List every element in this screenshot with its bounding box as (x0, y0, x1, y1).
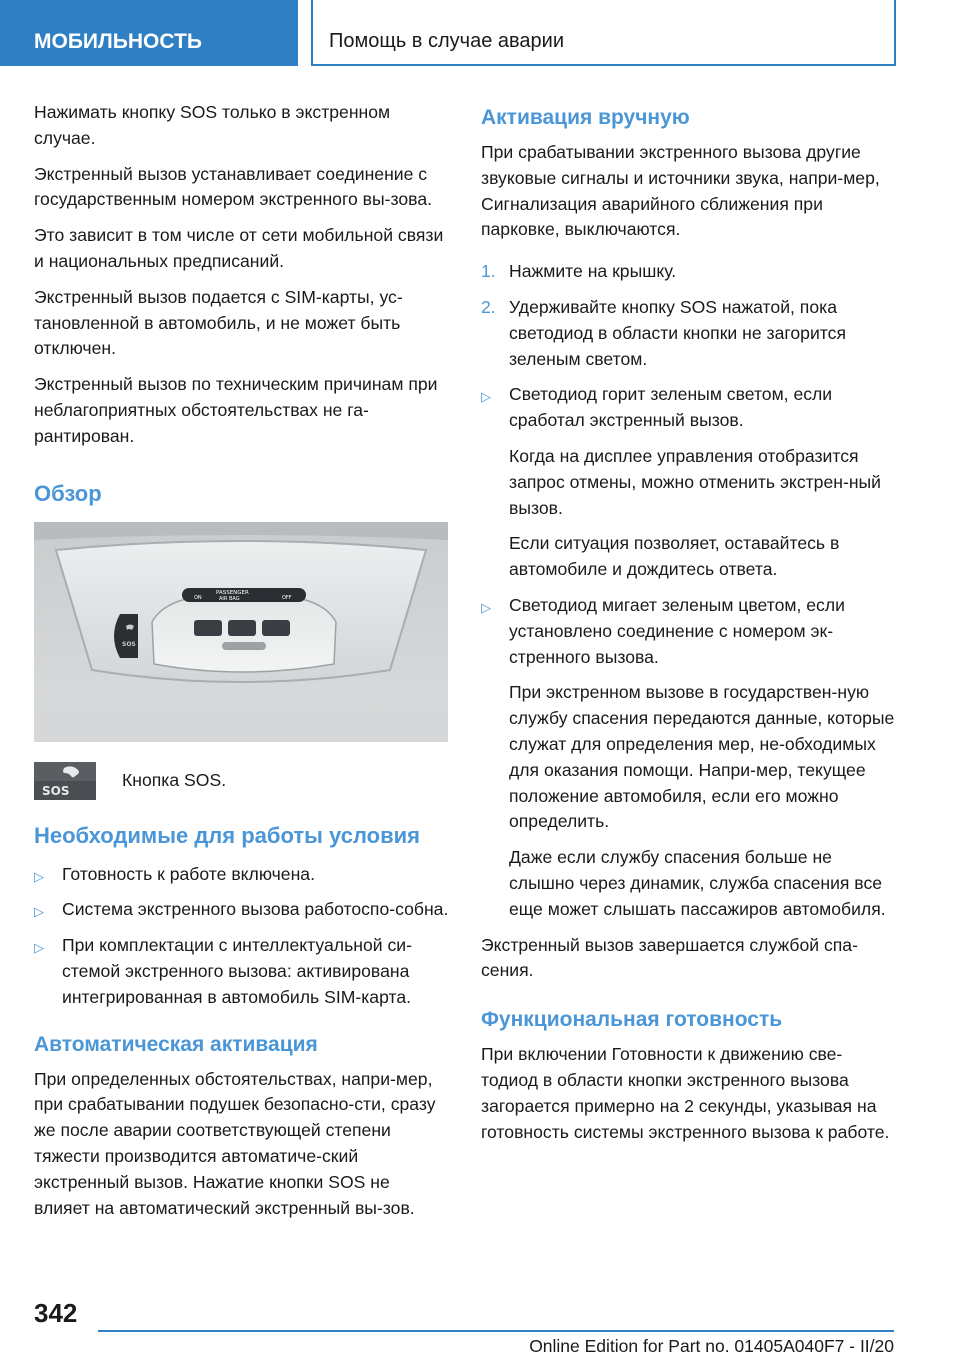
left-column (34, 100, 450, 1231)
sos-caption-row (34, 762, 450, 800)
panel-label-on: ON (194, 594, 202, 601)
auto-activation-text: При определенных обстоятельствах, напри-мер, при срабатывании подушек безопасно-сти, сразу же после аварии соответствующей степени тяжести производится автоматиче-ский экстренный вызов. Нажатие кнопки SOS не влияет на автоматический экстренный вы-зов. (34, 1068, 436, 1218)
sos-caption: Кнопка SOS. (122, 769, 227, 790)
functional-readiness-text: При включении Готовности к движению све-тодиод в области кнопки экстренного вызова загорается примерно на 2 секунды, указывая на готовность системы экстренного вызова к работе. (481, 1044, 890, 1142)
overhead-console-photo (34, 522, 448, 742)
panel-label-passenger: PASSENGER (216, 589, 249, 596)
overview-heading: Обзор (34, 480, 102, 506)
auto-activation-heading: Автоматическая активация (34, 1032, 318, 1056)
sos-button (114, 614, 138, 658)
triangle-bullet-icon: ▷ (481, 389, 491, 405)
sos-button-label: SOS (122, 640, 136, 648)
page-header (0, 0, 960, 66)
triangle-bullet-icon: ▷ (34, 868, 44, 884)
requirements-heading: Необходимые для работы условия (34, 822, 420, 848)
light-button-left (194, 620, 222, 636)
sos-icon-label: SOS (42, 783, 70, 798)
intro-paragraph: Экстренный вызов подается с SIM-карты, ус-тановленной в автомобиль, и не может быть отключен. (34, 286, 403, 359)
requirements-list (34, 862, 450, 1011)
step-number: 2. (481, 296, 496, 317)
footer-divider (98, 1330, 894, 1332)
panel-label-off: OFF (282, 594, 292, 601)
triangle-bullet-icon: ▷ (34, 940, 44, 956)
sos-button-icon (34, 762, 96, 800)
list-item: ▷ При комплектации с интеллектуальной си-стемой экстренного вызова: активирована интегрированная в автомобиль SIM-карта. (34, 935, 412, 1007)
intro-paragraph: Это зависит в том числе от сети мобильной связи и национальных предписаний. (34, 225, 444, 271)
right-column (481, 100, 897, 1155)
light-button-center (228, 620, 256, 636)
bullet-subtext: При экстренном вызове в государствен-ную службу спасения передаются данные, которые служат для определения мер, не-обходимых для оказания помощи. Напри-мер, текущее положение автомобиля, если его можно определить. (509, 682, 895, 832)
bullet-subtext: Когда на дисплее управления отобразится запрос отмены, можно отменить экстрен-ный вызов. (509, 445, 882, 518)
bullet-subtext: Даже если службу спасения больше не слышно через динамик, служба спасения все еще может слышать пассажиров автомобиля. (509, 847, 886, 919)
list-item: ▷ Светодиод горит зеленым светом, если сработал экстренный вызов. Когда на дисплее управления отобразится запрос отмены, можно отменить экстрен-ный вызов. Если ситуация позволяет, оставайтесь в автомобиле и дождитесь ответа. (481, 382, 897, 583)
bullet-subtext: Если ситуация позволяет, оставайтесь в автомобиле и дождитесь ответа. (509, 533, 840, 580)
chapter-title: Помощь в случае аварии (311, 0, 896, 66)
section-title: МОБИЛЬНОСТЬ (0, 0, 298, 66)
list-item: ▷ Готовность к работе включена. (34, 862, 450, 888)
step-number: 1. (481, 261, 496, 282)
manual-activation-heading: Активация вручную (481, 106, 690, 129)
light-button-right (262, 620, 290, 636)
intro-paragraph: Экстренный вызов по техническим причинам при неблагоприятных обстоятельствах не га-рантирован. (34, 374, 438, 446)
list-item: ▷ Система экстренного вызова работоспо-собна. (34, 897, 450, 923)
list-item: ▷ Светодиод мигает зеленым цветом, если установлено соединение с номером эк-стренного вызова. При экстренном вызове в государствен-ную службу спасения передаются данные, которые служат для определения мер, не-обходимых для оказания помощи. Напри-мер, текущее положение автомобиля, если его можно определить. Даже если службу спасения больше не слышно через динамик, служба спасения все еще может слышать пассажиров автомобиля. (481, 593, 897, 923)
manual-intro-text: При срабатывании экстренного вызова другие звуковые сигналы и источники звука, напри-мер, Сигнализация аварийного сближения при парковке, выключаются. (481, 142, 880, 240)
edition-info: Online Edition for Part no. 01405A040F7 - II/20 (529, 1336, 894, 1356)
list-item: 1. Нажмите на крышку. (481, 259, 897, 285)
steps-list (481, 259, 897, 922)
triangle-bullet-icon: ▷ (481, 599, 491, 615)
triangle-bullet-icon: ▷ (34, 904, 44, 920)
page-number: 342 (34, 1298, 78, 1328)
intro-paragraph: Нажимать кнопку SOS только в экстренном случае. (34, 102, 391, 148)
intro-paragraph: Экстренный вызов устанавливает соединение с государственным номером экстренного вы-зова. (34, 163, 432, 210)
panel-label-airbag: AIR BAG (219, 595, 240, 602)
call-end-text: Экстренный вызов завершается службой спа-сения. (481, 934, 858, 981)
list-item: 2. Удерживайте кнопку SOS нажатой, пока светодиод в области кнопки не загорится зеленым светом. (481, 296, 846, 369)
functional-readiness-heading: Функциональная готовность (481, 1008, 783, 1032)
